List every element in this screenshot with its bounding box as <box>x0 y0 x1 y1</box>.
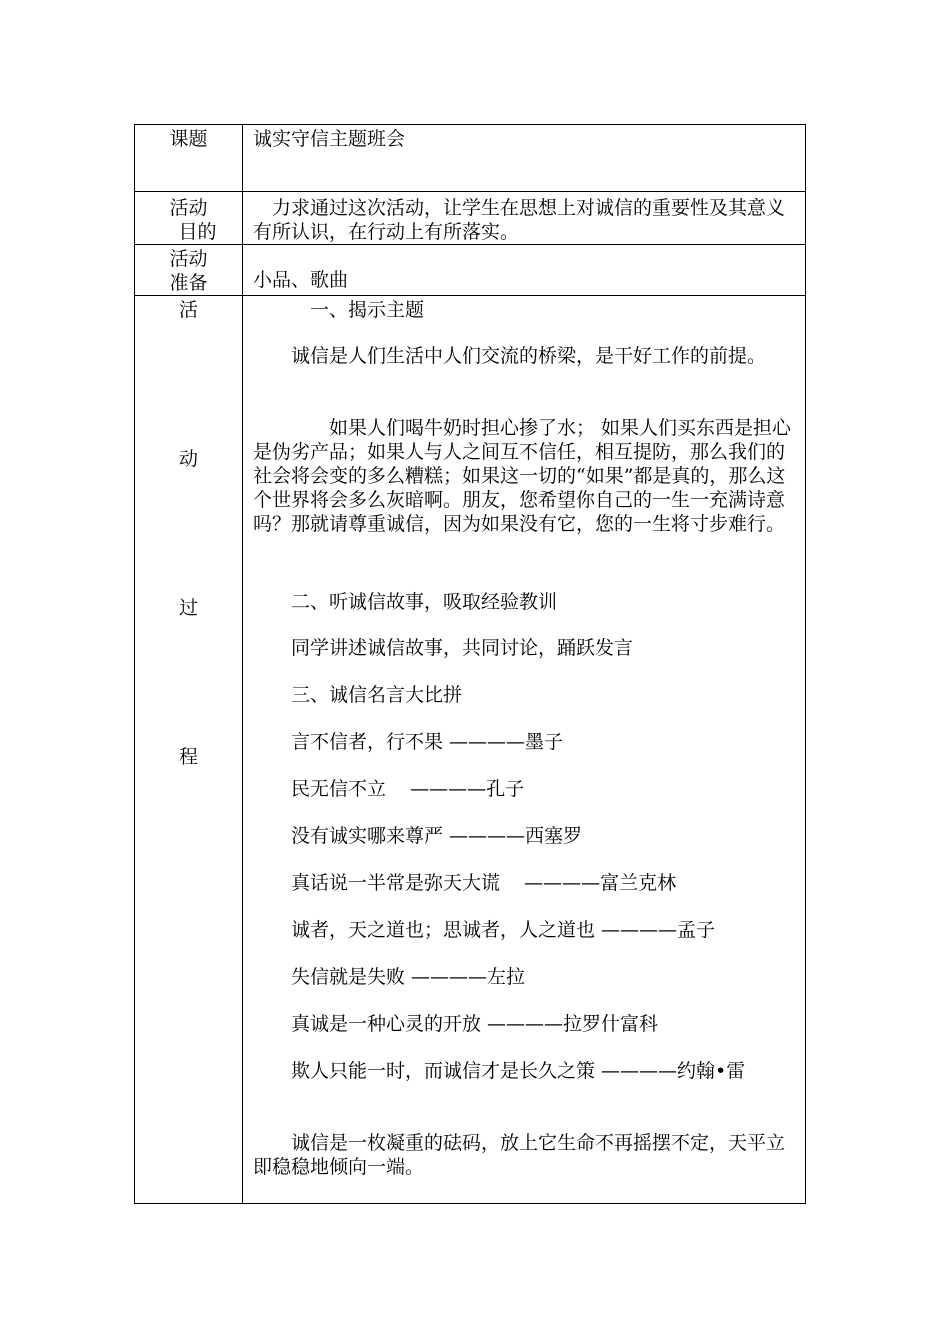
prep-value: 小品、歌曲 <box>253 269 349 291</box>
row-divider <box>135 191 805 192</box>
quote-item: 真诚是一种心灵的开放 ————拉罗什富科 <box>291 1013 659 1035</box>
topic-label: 课题 <box>169 128 208 150</box>
row-divider <box>135 295 805 296</box>
section-heading-2: 二、听诚信故事，吸取经验教训 <box>291 591 558 613</box>
goal-label-line1: 活动 <box>169 197 208 219</box>
quote-item: 真话说一半常是弥天大谎 ————富兰克林 <box>291 872 677 894</box>
process-label-char-1: 活 <box>178 299 198 321</box>
quote-item: 民无信不立 ————孔子 <box>291 778 525 800</box>
section-heading-1: 一、揭示主题 <box>310 299 425 321</box>
goal-label-line2: 目的 <box>178 221 217 243</box>
lesson-plan-table <box>134 124 806 1204</box>
topic-value: 诚实守信主题班会 <box>253 128 406 150</box>
prep-label-line1: 活动 <box>169 248 208 270</box>
row-divider <box>135 244 805 245</box>
paragraph-3: 同学讲述诚信故事，共同讨论，踊跃发言 <box>291 637 634 659</box>
column-divider <box>242 125 243 1203</box>
process-label-char-2: 动 <box>178 448 198 470</box>
prep-label-line2: 准备 <box>169 272 208 294</box>
section-heading-3: 三、诚信名言大比拼 <box>291 684 463 706</box>
quote-item: 欺人只能一时，而诚信才是长久之策 ————约翰•雷 <box>291 1060 746 1082</box>
goal-value: 力求通过这次活动，让学生在思想上对诚信的重要性及其意义有所认识，在行动上有所落实。 <box>253 197 786 243</box>
paragraph-1: 诚信是人们生活中人们交流的桥梁，是干好工作的前提。 <box>291 345 767 367</box>
process-label-char-4: 程 <box>178 746 198 768</box>
paragraph-2: 如果人们喝牛奶时担心掺了水； 如果人们买东西是担心是伪劣产品；如果人与人之间互不信任，相互提防，那么我们的社会将会变的多么糟糕；如果这一切的“如果”都是真的，那么这个世界将会多么灰暗啊。朋友，您希望你自己的一生一充满诗意吗？那就请尊重诚信，因为如果没有它，您的一生将寸步难行。 <box>253 417 792 535</box>
paragraph-4: 诚信是一枚凝重的砝码，放上它生命不再摇摆不定，天平立即稳稳地倾向一端。 <box>253 1132 786 1178</box>
quote-item: 失信就是失败 ————左拉 <box>291 966 526 988</box>
quote-item: 没有诚实哪来尊严 ————西塞罗 <box>291 825 583 847</box>
quote-item: 诚者，天之道也；思诚者，人之道也 ————孟子 <box>291 919 716 941</box>
quote-item: 言不信者，行不果 ————墨子 <box>291 731 564 753</box>
process-label-char-3: 过 <box>178 597 198 619</box>
